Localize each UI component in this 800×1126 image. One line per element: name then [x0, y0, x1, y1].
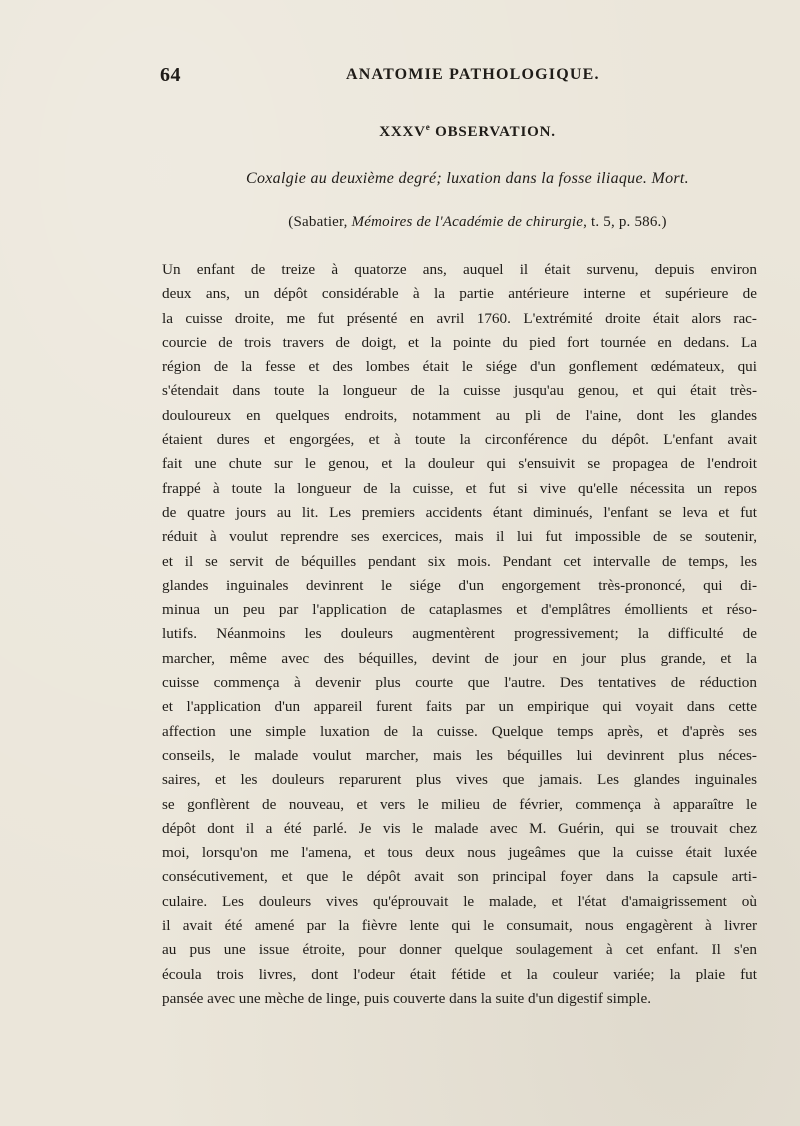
- observation-number-suffix: e: [425, 122, 431, 132]
- body-line: glandes inguinales devinrent le siége d'un engorgement très-prononcé, qui di-: [162, 576, 757, 594]
- body-line: fait une chute sur le genou, et la douleur qui s'ensuivit se propagea de l'endroit: [162, 455, 757, 473]
- body-line: cuisse commença à devenir plus courte que l'autre. Des tentatives de réduction: [162, 674, 757, 692]
- source-suffix: , t. 5, p. 586.): [583, 214, 667, 230]
- body-line: saires, et les douleurs reparurent plus vives que jamais. Les glandes inguinales: [162, 771, 757, 789]
- body-line: écoula trois livres, dont l'odeur était fétide et la couleur variée; la plaie fut: [162, 965, 757, 983]
- observation-heading: [160, 122, 755, 141]
- body-line: deux ans, un dépôt considérable à la partie antérieure interne et supérieure de: [162, 285, 757, 303]
- running-head: [160, 64, 755, 88]
- body-line: pansée avec une mèche de linge, puis couverte dans la suite d'un digestif simple.: [162, 989, 652, 1007]
- running-title: ANATOMIE PATHOLOGIQUE.: [346, 66, 600, 83]
- body-line: et il se servit de béquilles pendant six mois. Pendant cet intervalle de temps, les: [162, 552, 757, 570]
- body-line: consécutivement, et que le dépôt avait son principal foyer dans la capsule arti-: [162, 868, 757, 886]
- body-line: douloureux en quelques endroits, notamment au pli de l'aine, dont les glandes: [162, 406, 757, 424]
- body-line: s'étendait dans toute la longueur de la cuisse jusqu'au genou, et qui était très-: [162, 382, 757, 400]
- body-line: et l'application d'un appareil furent faits par un empirique qui voyait dans cette: [162, 698, 757, 716]
- body-line: frappé à toute la longueur de la cuisse, et fut si vive qu'elle nécessita un repos: [162, 479, 757, 497]
- body-line: dépôt dont il a été parlé. Je vis le malade avec M. Guérin, qui se trouvait chez: [162, 819, 757, 837]
- body-line: région de la fesse et des lombes était le siége d'un gonflement œdémateux, qui: [162, 358, 757, 376]
- body-line: réduit à voulut reprendre ses exercices, mais il lui fut impossible de se soutenir,: [162, 528, 757, 546]
- body-line: se gonflèrent de nouveau, et vers le milieu de février, commença à apparaître le: [162, 795, 757, 813]
- body-line: marcher, même avec des béquilles, devint de jour en jour plus grande, et la: [162, 649, 757, 667]
- body-line: Un enfant de treize à quatorze ans, auquel il était survenu, depuis environ: [162, 261, 757, 278]
- source-title: Mémoires de l'Académie de chirurgie: [351, 214, 584, 230]
- source-citation: [160, 214, 755, 231]
- body-line: affection une simple luxation de la cuisse. Quelque temps après, et d'après ses: [162, 722, 757, 740]
- observation-subtitle: Coxalgie au deuxième degré; luxation dans la fosse iliaque. Mort.: [246, 170, 689, 187]
- source-prefix: (Sabatier,: [288, 214, 352, 230]
- page-number: 64: [160, 64, 181, 86]
- body-paragraph: [162, 258, 757, 1011]
- observation-number: XXXV: [379, 124, 426, 140]
- body-line: la cuisse droite, me fut présenté en avril 1760. L'extrémité droite était alors rac-: [162, 309, 757, 327]
- body-line: au pus une issue étroite, pour donner quelque soulagement à cet enfant. Il s'en: [162, 941, 757, 959]
- body-line: lutifs. Néanmoins les douleurs augmentèrent progressivement; la difficulté de: [162, 625, 757, 643]
- body-line: minua un peu par l'application de cataplasmes et d'emplâtres émollients et réso-: [162, 601, 757, 619]
- body-line: culaire. Les douleurs vives qu'éprouvait le malade, et l'état d'amaigrissement où: [162, 892, 757, 910]
- observation-word: OBSERVATION.: [430, 124, 556, 140]
- body-line: conseils, le malade voulut marcher, mais les béquilles lui devinrent plus néces-: [162, 746, 757, 764]
- body-line: il avait été amené par la fièvre lente qui le consumait, nous engagèrent à livrer: [162, 917, 757, 935]
- body-line: étaient dures et engorgées, et à toute la circonférence du dépôt. L'enfant avait: [162, 431, 757, 449]
- body-line: moi, lorsqu'on me l'amena, et tous deux nous jugeâmes que la cuisse était luxée: [162, 844, 757, 862]
- body-line: de quatre jours au lit. Les premiers accidents étant diminués, l'enfant se leva et fut: [162, 503, 757, 521]
- body-line: courcie de trois travers de doigt, et la pointe du pied fort tournée en dedans. La: [162, 333, 757, 351]
